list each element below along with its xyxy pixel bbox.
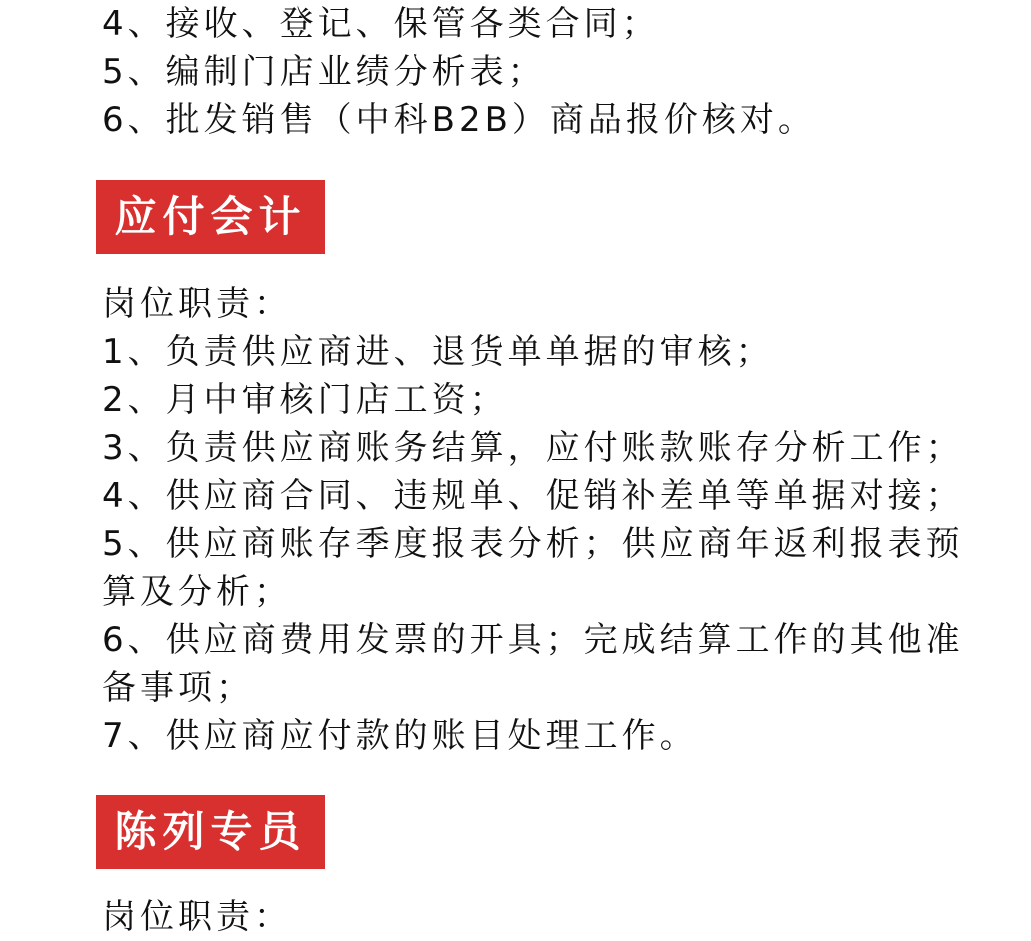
intro-item-5: 5、编制门店业绩分析表；	[102, 52, 546, 92]
payable-item-6a: 6、供应商费用发票的开具；完成结算工作的其他准	[102, 620, 964, 660]
section-banner-payable: 应付会计	[96, 180, 325, 254]
payable-item-5b: 算及分析；	[102, 572, 292, 612]
payable-item-3: 3、负责供应商账务结算，应付账款账存分析工作；	[102, 428, 964, 468]
payable-item-4: 4、供应商合同、违规单、促销补差单等单据对接；	[102, 476, 964, 516]
intro-item-6: 6、批发销售（中科B2B）商品报价核对。	[102, 100, 816, 140]
payable-item-2: 2、月中审核门店工资；	[102, 380, 508, 420]
payable-item-6b: 备事项；	[102, 668, 254, 708]
section-banner-display: 陈列专员	[96, 795, 325, 869]
payable-item-5a: 5、供应商账存季度报表分析；供应商年返利报表预	[102, 524, 964, 564]
duties-label-display: 岗位职责：	[102, 897, 292, 937]
intro-item-4: 4、接收、登记、保管各类合同；	[102, 4, 660, 44]
payable-item-7: 7、供应商应付款的账目处理工作。	[102, 716, 698, 756]
payable-item-1: 1、负责供应商进、退货单单据的审核；	[102, 332, 774, 372]
duties-label-payable: 岗位职责：	[102, 284, 292, 324]
